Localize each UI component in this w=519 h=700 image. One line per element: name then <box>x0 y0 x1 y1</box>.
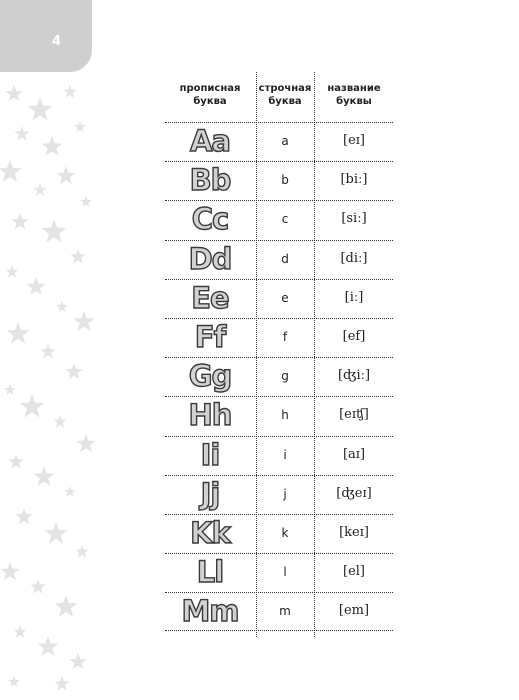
star-icon <box>55 595 78 617</box>
star-icon <box>54 676 69 691</box>
uppercase-letter: Cc <box>191 202 229 237</box>
table-row <box>165 122 393 161</box>
header-lowercase-line1: строчная <box>258 83 312 94</box>
star-icon <box>33 183 46 196</box>
header-uppercase <box>165 82 255 108</box>
star-icon <box>57 166 76 184</box>
lowercase-letter: j <box>283 486 287 501</box>
star-icon <box>15 508 32 524</box>
star-icon <box>8 454 23 469</box>
letter-name: [aɪ] <box>342 446 366 462</box>
star-icon <box>34 466 55 486</box>
uppercase-letter: Gg <box>188 359 232 394</box>
uppercase-letter: Ll <box>196 555 224 590</box>
letter-name: [el] <box>343 564 365 580</box>
star-icon <box>56 301 67 312</box>
table-body <box>165 122 393 631</box>
uppercase-letter: Ee <box>191 280 229 315</box>
star-icon <box>77 434 96 452</box>
lowercase-letter: k <box>281 525 289 540</box>
star-icon <box>8 676 19 687</box>
table-row <box>165 318 393 357</box>
star-icon <box>80 196 91 207</box>
star-icon <box>42 136 63 156</box>
table-row <box>165 279 393 318</box>
star-icon <box>75 545 88 558</box>
star-icon <box>5 85 22 101</box>
star-icon <box>45 522 68 544</box>
letter-name: [siː] <box>341 211 367 227</box>
table-header <box>165 72 393 122</box>
page-number: 4 <box>52 34 62 49</box>
table-row <box>165 396 393 435</box>
page-number-tab <box>0 0 92 72</box>
header-uppercase-line1: прописная <box>179 83 241 94</box>
star-icon <box>70 249 85 264</box>
stars-decoration <box>0 72 100 700</box>
header-name-line1: название <box>327 83 381 94</box>
uppercase-letter: Aa <box>189 124 230 158</box>
letter-name: [eɪʧ] <box>339 407 369 423</box>
letter-name: [diː] <box>340 250 368 266</box>
uppercase-letter: Kk <box>190 515 230 550</box>
letter-name: [keɪ] <box>339 524 369 540</box>
table-row <box>165 592 393 631</box>
star-icon <box>40 344 55 359</box>
header-lowercase-line2: буква <box>268 96 302 107</box>
star-icon <box>11 213 28 229</box>
table-row <box>165 240 393 279</box>
table-row <box>165 357 393 396</box>
table-row <box>165 436 393 475</box>
star-icon <box>42 219 67 243</box>
letter-name: [ʤeɪ] <box>336 485 372 501</box>
uppercase-letter: Ff <box>194 319 226 354</box>
star-icon <box>30 579 45 594</box>
star-icon <box>7 322 30 344</box>
star-icon <box>69 653 86 669</box>
uppercase-letter: Hh <box>188 398 232 433</box>
header-name <box>315 82 393 108</box>
star-icon <box>5 265 18 278</box>
uppercase-letter: Mm <box>181 594 239 629</box>
star-icon <box>14 126 29 141</box>
star-icon <box>64 486 75 497</box>
letter-name: [iː] <box>344 289 364 305</box>
star-icon <box>4 384 15 395</box>
lowercase-letter: i <box>283 447 287 462</box>
lowercase-letter: d <box>281 251 289 266</box>
table-row <box>165 475 393 514</box>
lowercase-letter: h <box>281 408 289 423</box>
header-uppercase-line2: буква <box>193 96 227 107</box>
star-icon <box>74 311 95 331</box>
uppercase-letter: Jj <box>200 476 220 511</box>
star-icon <box>38 636 59 656</box>
lowercase-letter: c <box>281 212 289 227</box>
star-icon <box>13 625 26 638</box>
letter-name: [biː] <box>340 172 368 188</box>
uppercase-letter: Bb <box>189 163 231 198</box>
uppercase-letter: Ii <box>200 437 220 472</box>
star-icon <box>1 562 20 580</box>
star-icon <box>53 415 66 428</box>
star-icon <box>63 85 76 98</box>
lowercase-letter: g <box>281 369 289 384</box>
table-row <box>165 200 393 239</box>
lowercase-letter: e <box>281 290 289 305</box>
lowercase-letter: b <box>281 173 289 188</box>
header-name-line2: буквы <box>336 96 372 107</box>
lowercase-letter: f <box>282 329 288 344</box>
header-lowercase <box>257 82 313 108</box>
star-icon <box>65 363 82 379</box>
letter-name: [em] <box>338 603 370 619</box>
alphabet-table <box>165 72 393 629</box>
letter-name: [ef] <box>342 328 366 344</box>
table-row <box>165 161 393 200</box>
lowercase-letter: a <box>281 134 289 148</box>
table-row <box>165 514 393 553</box>
letter-name: [ʤiː] <box>337 368 371 384</box>
lowercase-letter: l <box>283 565 287 580</box>
star-icon <box>28 97 53 121</box>
star-icon <box>0 160 21 182</box>
star-icon <box>20 394 45 418</box>
table-row <box>165 553 393 592</box>
uppercase-letter: Dd <box>188 241 232 276</box>
star-icon <box>27 277 46 295</box>
lowercase-letter: m <box>279 604 291 619</box>
letter-name: [eɪ] <box>343 133 365 148</box>
star-icon <box>74 121 85 132</box>
